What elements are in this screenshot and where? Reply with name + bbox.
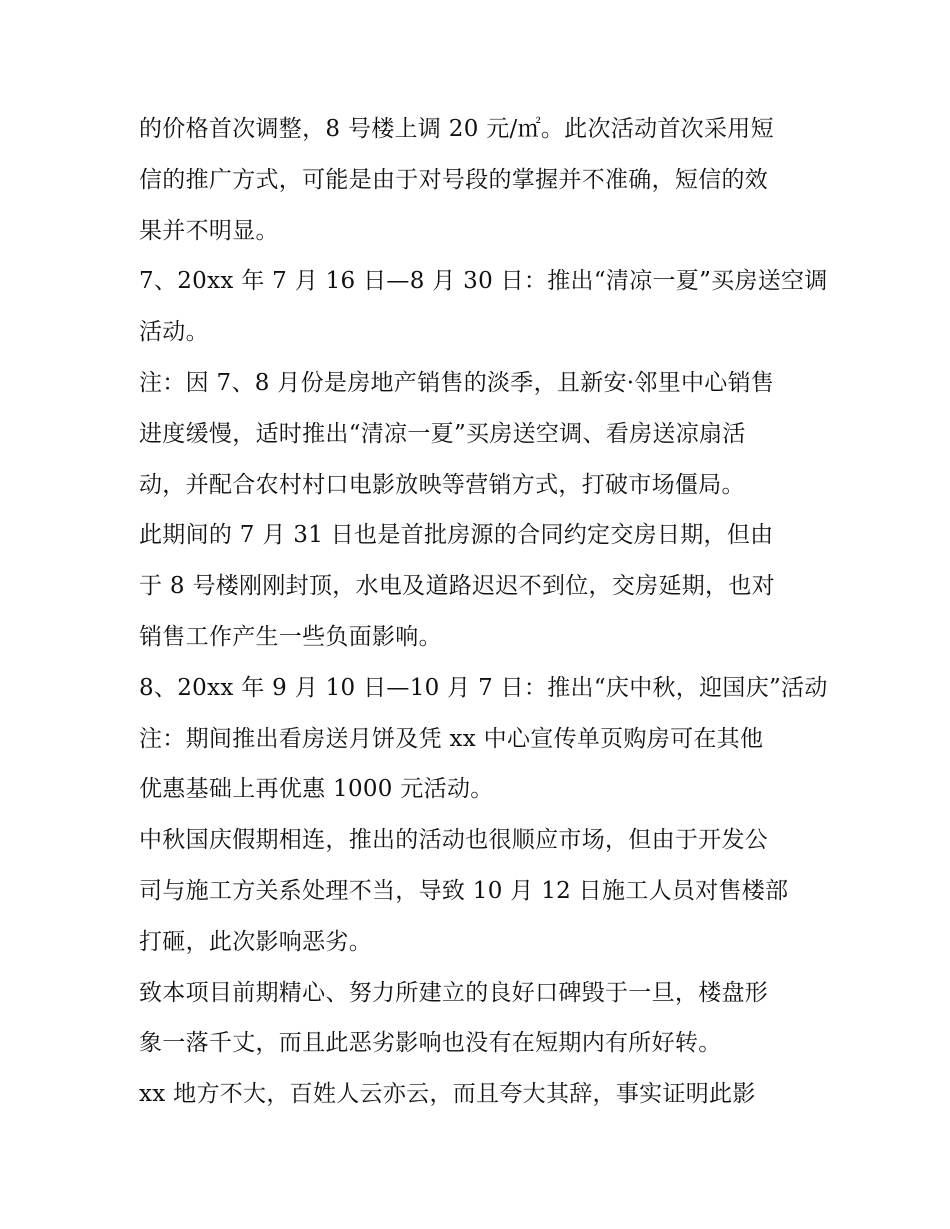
text-line: 进度缓慢，适时推出“清凉一夏”买房送空调、看房送凉扇活	[139, 420, 746, 447]
text-line: 象一落千丈，而且此恶劣影响也没有在短期内有所好转。	[139, 1030, 722, 1057]
text-line: 的价格首次调整，8 号楼上调 20 元/㎡。此次活动首次采用短	[139, 116, 774, 142]
text-line: 致本项目前期精心、努力所建立的良好口碑毁于一旦，楼盘形	[139, 979, 769, 1006]
text-line: xx 地方不大，百姓人云亦云，而且夸大其辞，事实证明此影	[139, 1081, 756, 1108]
text-line: 8、20xx 年 9 月 10 日—10 月 7 日：推出“庆中秋，迎国庆”活动	[139, 674, 828, 701]
text-line: 信的推广方式，可能是由于对号段的掌握并不准确，短信的效	[139, 166, 769, 193]
text-line: 中秋国庆假期相连，推出的活动也很顺应市场，但由于开发公	[139, 827, 769, 854]
text-line: 动，并配合农村村口电影放映等营销方式，打破市场僵局。	[139, 471, 745, 498]
text-line: 果并不明显。	[139, 217, 279, 244]
text-line: 活动。	[139, 319, 209, 346]
text-line: 销售工作产生一些负面影响。	[139, 623, 442, 650]
text-line: 此期间的 7 月 31 日也是首批房源的合同约定交房日期，但由	[139, 522, 774, 549]
text-line: 注：因 7、8 月份是房地产销售的淡季，且新安·邻里中心销售	[139, 369, 775, 396]
text-line: 司与施工方关系处理不当，导致 10 月 12 日施工人员对售楼部	[139, 877, 789, 904]
text-line: 打砸，此次影响恶劣。	[139, 928, 372, 955]
text-line: 注：期间推出看房送月饼及凭 xx 中心宣传单页购房可在其他	[139, 725, 764, 752]
text-line: 于 8 号楼刚刚封顶，水电及道路迟迟不到位，交房延期，也对	[139, 573, 775, 600]
text-line: 7、20xx 年 7 月 16 日—8 月 30 日：推出“清凉一夏”买房送空调	[139, 268, 828, 295]
document-body	[139, 104, 828, 1120]
text-line: 优惠基础上再优惠 1000 元活动。	[139, 776, 494, 803]
